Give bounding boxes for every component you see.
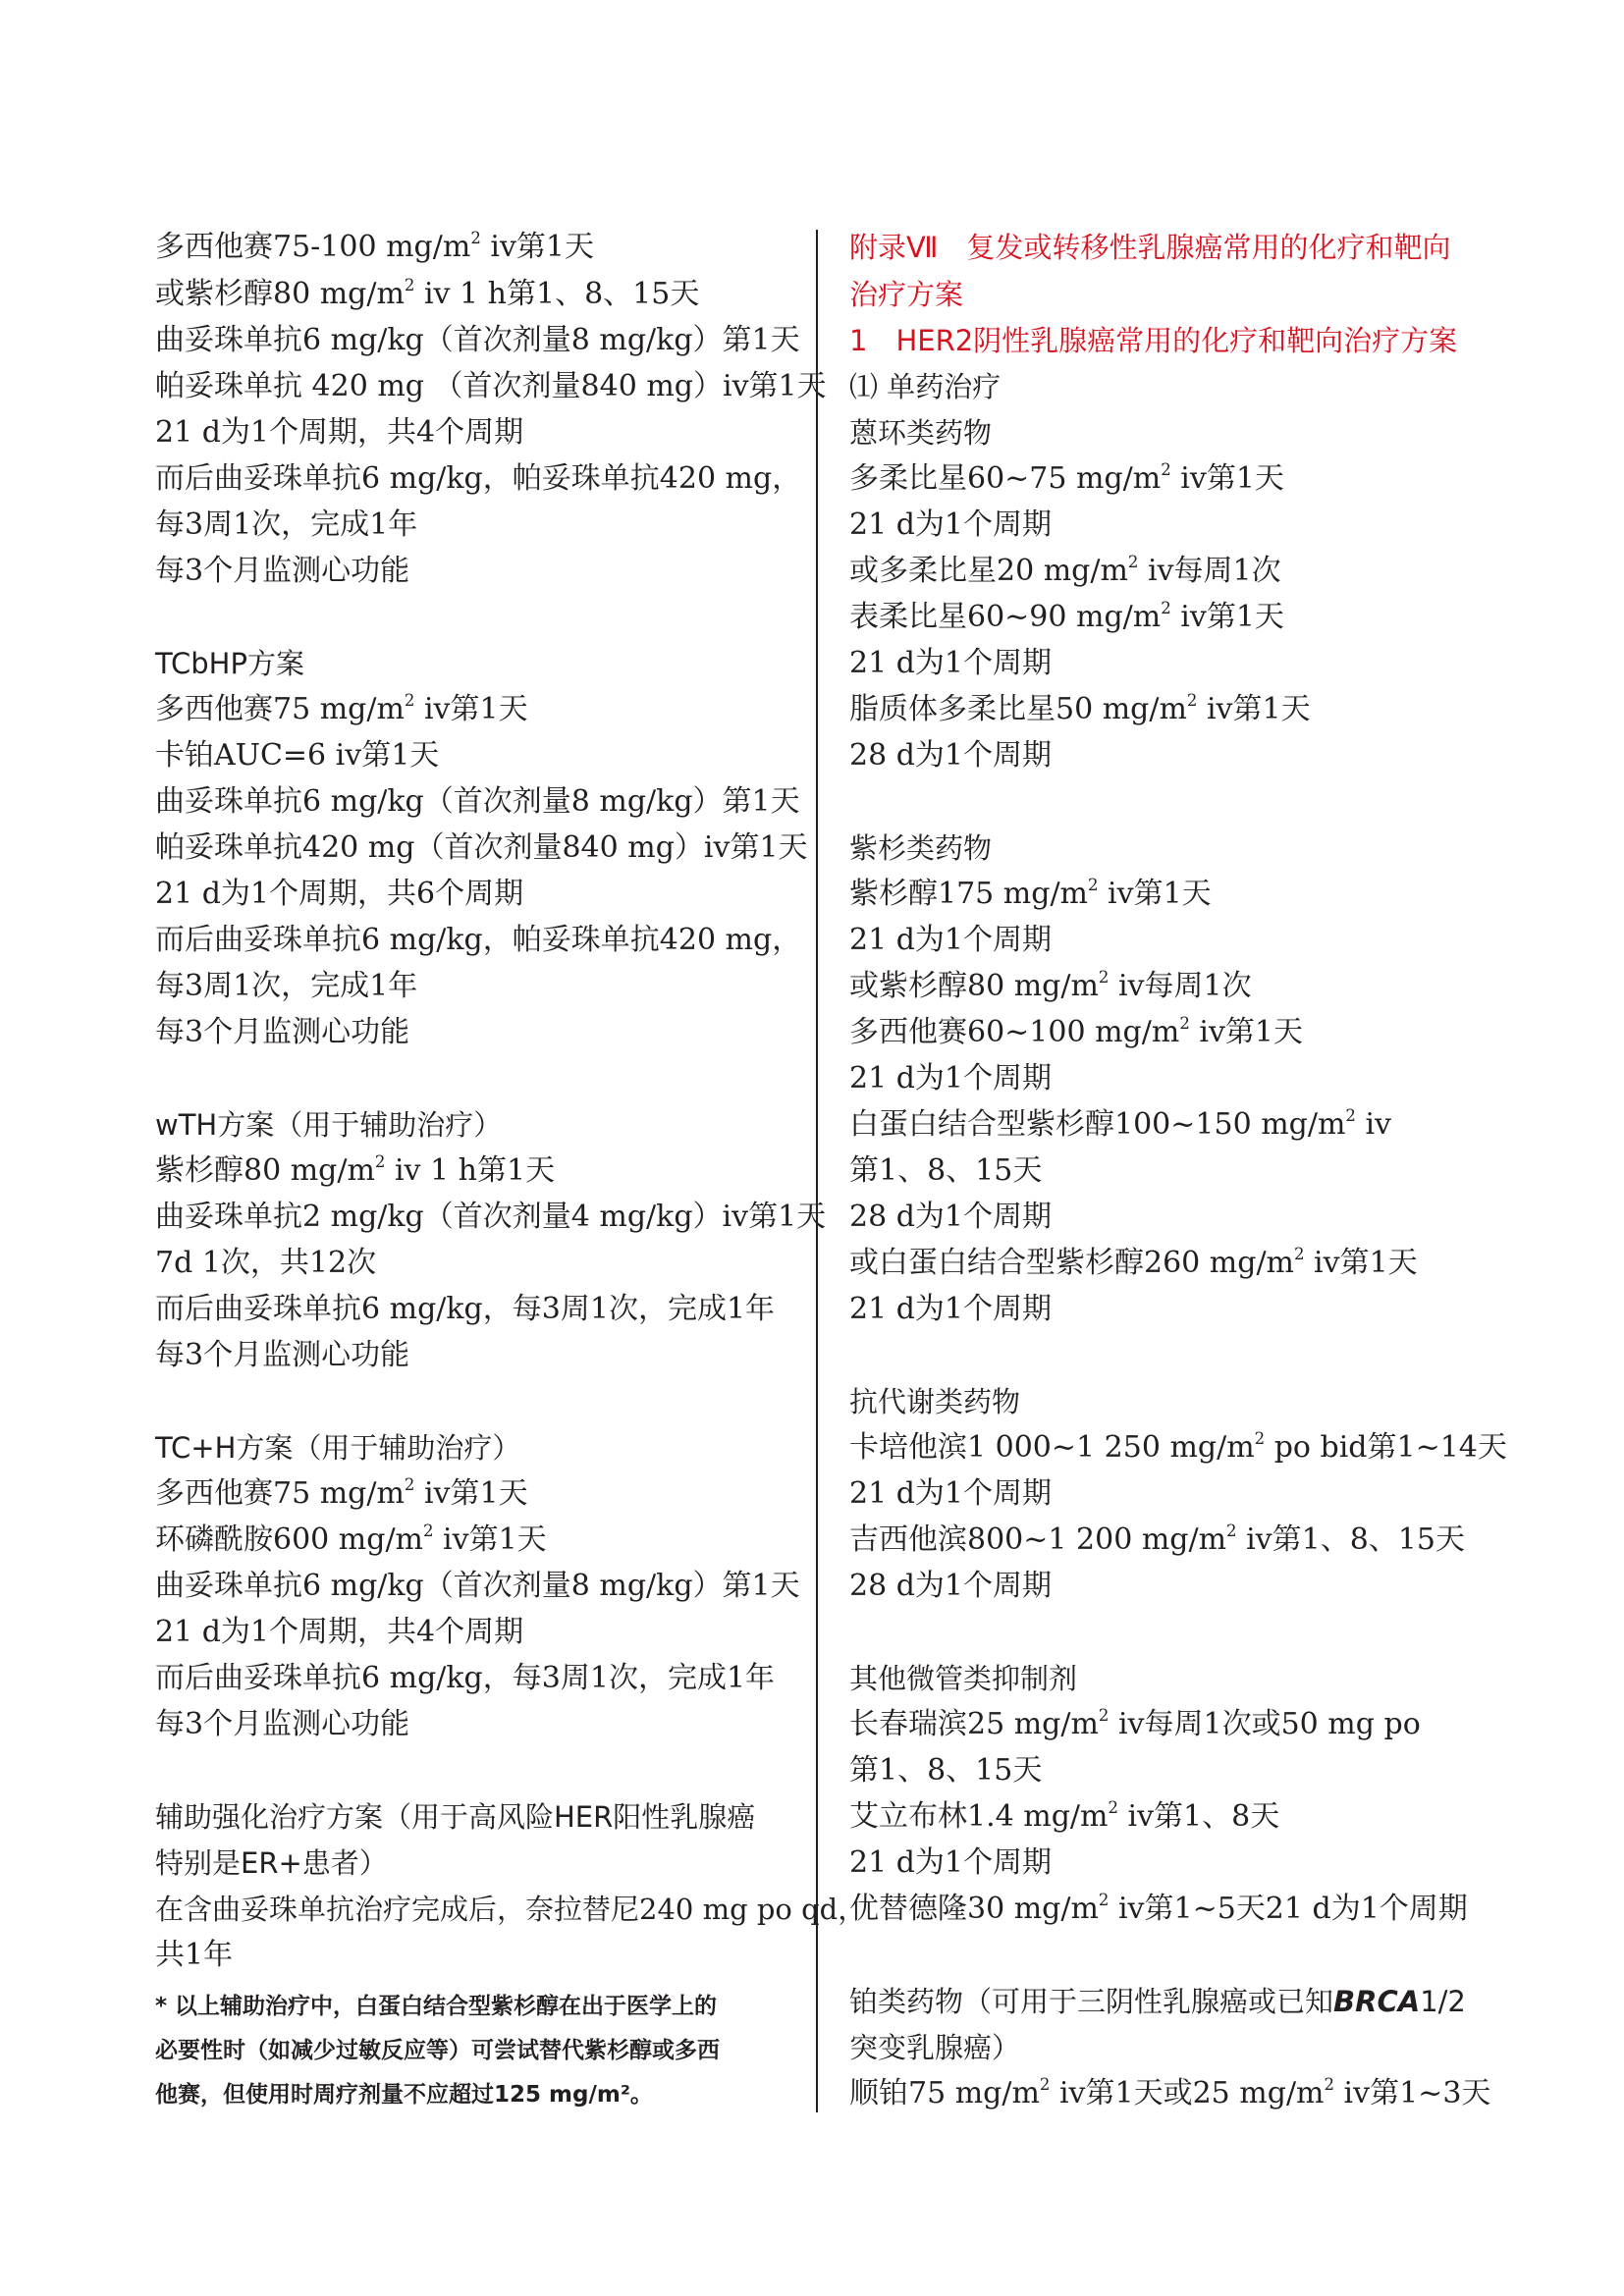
section-title: 1 HER2阴性乳腺癌常用的化疗和靶向治疗方案 [849, 324, 1458, 357]
text-line: 每3个月监测心功能 [155, 1015, 410, 1049]
section-heading: 辅助强化治疗方案（用于高风险HER阳性乳腺癌 [155, 1800, 756, 1834]
text-line: 每3周1次，完成1年 [155, 507, 418, 542]
section-heading: TC+H方案（用于辅助治疗） [155, 1431, 521, 1465]
text-line: 或白蛋白结合型紫杉醇260 $mg/m^2$ iv第1天 [849, 1245, 1418, 1280]
text-line: 卡培他滨1 000~1 250 $mg/m^2$ po bid第1~14天 [849, 1429, 1507, 1465]
text-line: 帕妥珠单抗 420 mg （首次剂量840 mg）iv第1天 [155, 369, 827, 403]
text-line: 每3个月监测心功能 [155, 1707, 410, 1741]
appendix-title: 附录Ⅶ 复发或转移性乳腺癌常用的化疗和靶向 [849, 231, 1451, 264]
text-line: 多西他赛75 $mg/m^2$ iv第1天 [155, 1475, 528, 1511]
text-line: 每3个月监测心功能 [155, 1338, 410, 1372]
text-line: 21 d为1个周期，共4个周期 [155, 415, 524, 450]
text-line: 21 d为1个周期，共4个周期 [155, 1615, 524, 1649]
section-heading: wTH方案（用于辅助治疗） [155, 1108, 503, 1142]
text-line: 21 d为1个周期 [849, 1845, 1053, 1880]
section-heading: TCbHP方案 [155, 647, 304, 680]
text-line: 环磷酰胺600 $mg/m^2$ iv第1天 [155, 1522, 547, 1557]
text-line: 优替德隆30 $mg/m^2$ iv第1~5天21 d为1个周期 [849, 1891, 1468, 1926]
text-line: 帕妥珠单抗420 mg（首次剂量840 mg）iv第1天 [155, 830, 808, 865]
text-line: 每3周1次，完成1年 [155, 969, 418, 1003]
text-line: 多西他赛60~100 $mg/m^2$ iv第1天 [849, 1014, 1303, 1049]
text-line: 白蛋白结合型紫杉醇100~150 $mg/m^2$ iv [849, 1106, 1391, 1142]
footnote-line: 必要性时（如减少过敏反应等）可尝试替代紫杉醇或多西 [155, 2038, 720, 2063]
text-line: 第1、8、15天 [849, 1153, 1043, 1188]
text-line: 或多柔比星20 $mg/m^2$ iv每周1次 [849, 553, 1281, 588]
text-line: 曲妥珠单抗6 mg/kg（首次剂量8 mg/kg）第1天 [155, 784, 800, 819]
text-line: 而后曲妥珠单抗6 mg/kg，每3周1次，完成1年 [155, 1292, 776, 1326]
section-heading: 其他微管类抑制剂 [849, 1662, 1078, 1695]
text-line: 而后曲妥珠单抗6 mg/kg，帕妥珠单抗420 mg， [155, 923, 802, 957]
text-line: 28 d为1个周期 [849, 1569, 1053, 1603]
text-line: 7d 1次，共12次 [155, 1246, 377, 1280]
text-line: 紫杉醇175 $mg/m^2$ iv第1天 [849, 876, 1212, 911]
text-line: 长春瑞滨25 $mg/m^2$ iv每周1次或50 mg po [849, 1706, 1421, 1741]
text-line: 曲妥珠单抗6 mg/kg（首次剂量8 mg/kg）第1天 [155, 323, 800, 357]
text-line: 曲妥珠单抗2 mg/kg（首次剂量4 mg/kg）iv第1天 [155, 1200, 827, 1234]
text-line: 共1年 [155, 1938, 234, 1972]
text-line: 在含曲妥珠单抗治疗完成后，奈拉替尼240 mg po qd， [155, 1893, 867, 1926]
section-heading: 抗代谢类药物 [849, 1385, 1021, 1418]
text-line: 第1、8、15天 [849, 1753, 1043, 1788]
column-divider [816, 230, 818, 2112]
text-line: 多西他赛75-100 $mg/m^2$ iv第1天 [155, 229, 594, 264]
text-line: 21 d为1个周期 [849, 507, 1053, 542]
text-line: 21 d为1个周期 [849, 1476, 1053, 1511]
text-line: 21 d为1个周期 [849, 1061, 1053, 1095]
section-heading: 铂类药物（可用于三阴性乳腺癌或已知BRCA1/2 [849, 1985, 1466, 2018]
text-line: 21 d为1个周期 [849, 646, 1053, 680]
section-heading: 特别是ER+患者） [155, 1846, 388, 1880]
text-line: 卡铂AUC=6 iv第1天 [155, 738, 440, 773]
section-heading: 蒽环类药物 [849, 416, 993, 450]
text-line: 而后曲妥珠单抗6 mg/kg，帕妥珠单抗420 mg， [155, 461, 802, 496]
text-line: 或紫杉醇80 $mg/m^2$ iv每周1次 [849, 968, 1252, 1003]
text-line: 曲妥珠单抗6 mg/kg（首次剂量8 mg/kg）第1天 [155, 1569, 800, 1603]
text-line: 每3个月监测心功能 [155, 554, 410, 588]
text-line: 21 d为1个周期 [849, 1292, 1053, 1326]
text-line: 艾立布林1.4 $mg/m^2$ iv第1、8天 [849, 1798, 1280, 1834]
section-heading: 紫杉类药物 [849, 831, 993, 865]
section-heading: 突变乳腺癌） [849, 2031, 1021, 2064]
text-line: 28 d为1个周期 [849, 1200, 1053, 1234]
text-line: 紫杉醇80 $mg/m^2$ iv 1 h第1天 [155, 1152, 556, 1188]
footnote-line: * 以上辅助治疗中，白蛋白结合型紫杉醇在出于医学上的 [155, 1994, 718, 2019]
text-line: 脂质体多柔比星50 $mg/m^2$ iv第1天 [849, 691, 1311, 726]
text-line: 顺铂75 $mg/m^2$ iv第1天或25 $mg/m^2$ iv第1~3天 [849, 2075, 1491, 2110]
text-line: 多西他赛75 $mg/m^2$ iv第1天 [155, 691, 528, 726]
text-line: 吉西他滨800~1 200 $mg/m^2$ iv第1、8、15天 [849, 1522, 1465, 1557]
text-line: 多柔比星60~75 $mg/m^2$ iv第1天 [849, 460, 1284, 496]
subsection-heading: ⑴ 单药治疗 [849, 370, 1001, 403]
text-line: 而后曲妥珠单抗6 mg/kg，每3周1次，完成1年 [155, 1661, 776, 1695]
text-line: 28 d为1个周期 [849, 738, 1053, 773]
text-line: 21 d为1个周期，共6个周期 [155, 877, 524, 911]
text-line: 21 d为1个周期 [849, 923, 1053, 957]
appendix-title: 治疗方案 [849, 278, 964, 311]
text-line: 或紫杉醇80 $mg/m^2$ iv 1 h第1、8、15天 [155, 276, 700, 311]
text-line: 表柔比星60~90 $mg/m^2$ iv第1天 [849, 599, 1284, 634]
footnote-line: 他赛，但使用时周疗剂量不应超过125 mg/m²。 [155, 2082, 653, 2108]
